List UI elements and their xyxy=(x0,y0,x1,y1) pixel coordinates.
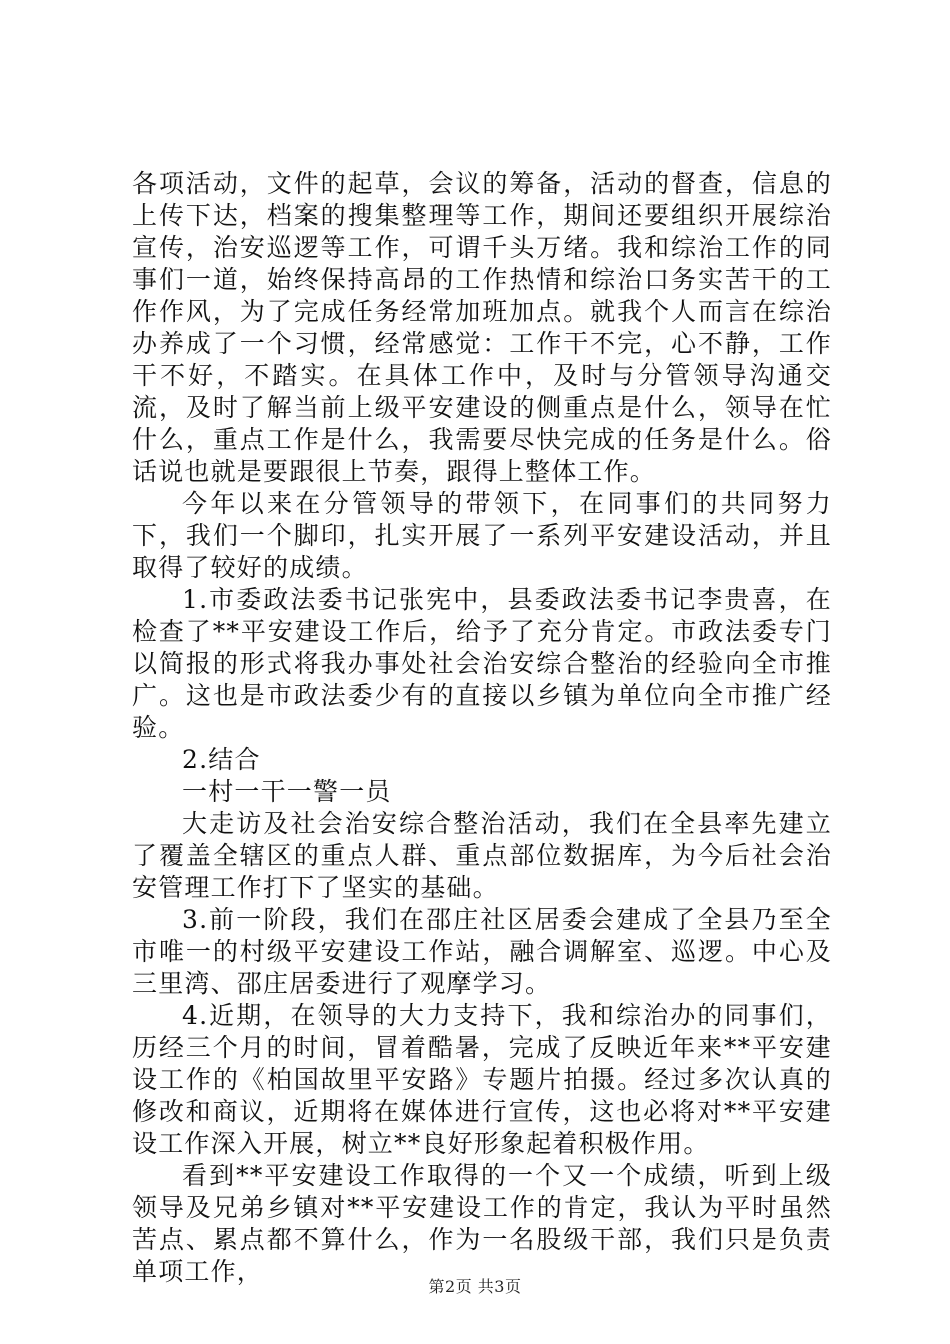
paragraph-9: 看到**平安建设工作取得的一个又一个成绩，听到上级领导及兄弟乡镇对**平安建设工作的肯定，我认为平时虽然苦点、累点都不算什么，作为一名股级干部，我们只是负责单项工作， xyxy=(132,1161,832,1286)
paragraph-4: 2.结合 xyxy=(182,745,261,774)
paragraph-7: 3.前一阶段，我们在邵庄社区居委会建成了全县乃至全市唯一的村级平安建设工作站，融合调解室、巡逻。中心及三里湾、邵庄居委进行了观摩学习。 xyxy=(132,905,832,998)
paragraph-5: 一村一干一警一员 xyxy=(182,777,392,806)
page-footer: 第2页 共3页 xyxy=(428,1277,522,1296)
paragraph-3: 1.市委政法委书记张宪中，县委政法委书记李贵喜，在检查了**平安建设工作后，给予了充分肯定。市政法委专门以简报的形式将我办事处社会治安综合整治的经验向全市推广。这也是市政法委少有的直接以乡镇为单位向全市推广经验。 xyxy=(132,585,832,742)
paragraph-8: 4.近期，在领导的大力支持下，我和综治办的同事们，历经三个月的时间，冒着酷暑，完成了反映近年来**平安建设工作的《柏国故里平安路》专题片拍摄。经过多次认真的修改和商议，近期将在媒体进行宣传，这也必将对**平安建设工作深入开展，树立**良好形象起着积极作用。 xyxy=(132,1001,832,1158)
paragraph-1: 各项活动，文件的起草，会议的筹备，活动的督查，信息的上传下达，档案的搜集整理等工作，期间还要组织开展综治宣传，治安巡逻等工作，可谓千头万绪。我和综治工作的同事们一道，始终保持高昂的工作热情和综治口务实苦干的工作作风，为了完成任务经常加班加点。就我个人而言在综治办养成了一个习惯，经常感觉：工作干不完，心不静，工作干不好，不踏实。在具体工作中，及时与分管领导沟通交流，及时了解当前上级平安建设的侧重点是什么，领导在忙什么，重点工作是什么，我需要尽快完成的任务是什么。俗话说也就是要跟很上节奏，跟得上整体工作。 xyxy=(132,169,832,486)
paragraph-6: 大走访及社会治安综合整治活动，我们在全县率先建立了覆盖全辖区的重点人群、重点部位数据库，为今后社会治安管理工作打下了坚实的基础。 xyxy=(132,809,832,902)
document-body xyxy=(132,168,832,1288)
paragraph-2: 今年以来在分管领导的带领下，在同事们的共同努力下，我们一个脚印，扎实开展了一系列平安建设活动，并且取得了较好的成绩。 xyxy=(132,489,832,582)
